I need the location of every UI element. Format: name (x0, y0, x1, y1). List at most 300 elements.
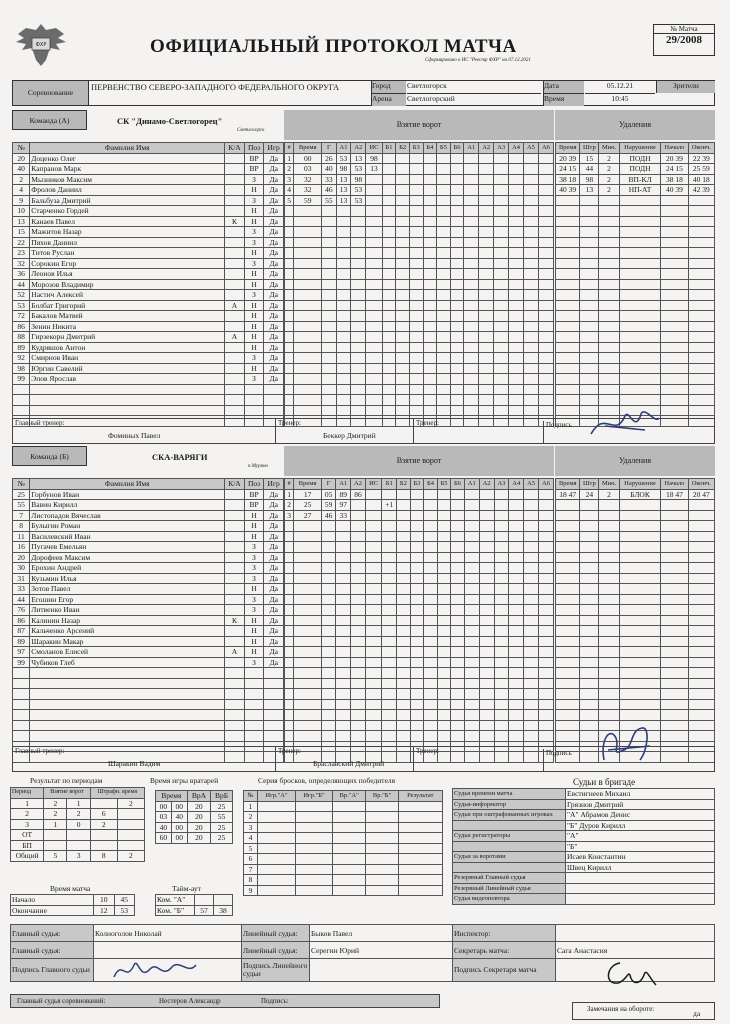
team-a-trainer: Беккер Дмитрий (323, 431, 376, 440)
table-row (556, 195, 715, 206)
penalty-cell (580, 363, 599, 374)
official-name: Евстигнеев Михаил (566, 789, 715, 800)
table-row (13, 353, 284, 364)
goal-cell (538, 153, 553, 164)
player-position: Н (244, 521, 264, 532)
penalty-cell (688, 615, 714, 626)
penalty-cell (661, 258, 688, 269)
goal-cell (524, 269, 539, 280)
goal-cell (450, 153, 464, 164)
shootout-cell (366, 864, 398, 875)
goal-cell (538, 290, 553, 301)
goal-cell (538, 311, 553, 322)
goal-cell (336, 552, 351, 563)
comp-sign-label: Подпись: (261, 997, 289, 1005)
table-row (156, 801, 233, 812)
goal-cell (365, 626, 381, 637)
goal-cell (397, 699, 411, 710)
goal-cell (365, 563, 381, 574)
line1-value: Быков Павел (310, 925, 453, 942)
chief-signature (110, 955, 200, 990)
player-number: 76 (13, 605, 30, 616)
goal-cell (322, 731, 336, 742)
competition-value: ПЕРВЕНСТВО СЕВЕРО-ЗАПАДНОГО ФЕДЕРАЛЬНОГО ОКРУГА (91, 82, 340, 92)
match-start-m: 45 (114, 895, 135, 906)
goal-cell (285, 531, 294, 542)
penalty-cell (619, 626, 660, 637)
goals-col-header: А3 (494, 479, 509, 490)
goal-cell (479, 248, 494, 259)
table-row (13, 542, 284, 553)
official-name: Исаев Константин (566, 852, 715, 863)
goal-cell (409, 311, 423, 322)
table-row (13, 395, 284, 406)
goal-cell (464, 678, 479, 689)
goal-cell (524, 657, 539, 668)
penalty-cell (619, 573, 660, 584)
goal-cell (424, 510, 438, 521)
goalie-col-header: ВрБ (211, 791, 233, 802)
goal-cell (437, 300, 451, 311)
goal-cell (464, 542, 479, 553)
goal-cell (294, 615, 322, 626)
goal-cell (451, 615, 465, 626)
timeout-b-sec: 38 (214, 905, 233, 916)
player-position: З (244, 542, 264, 553)
shootout-cell (296, 801, 333, 812)
goal-cell (451, 710, 465, 721)
goal-cell (451, 510, 465, 521)
player-role (225, 174, 245, 185)
goal-cell (509, 647, 524, 658)
goal-cell (538, 395, 553, 406)
goal-cell (294, 279, 322, 290)
goal-cell (451, 563, 465, 574)
goal-cell (437, 216, 451, 227)
table-row (285, 657, 554, 668)
goal-cell: 53 (351, 185, 366, 196)
player-position: Н (244, 300, 264, 311)
goal-cell (539, 521, 554, 532)
goal-cell (538, 363, 553, 374)
player-role (225, 384, 245, 395)
goal-cell (437, 248, 451, 259)
goal-cell (294, 374, 322, 385)
player-role (225, 185, 245, 196)
roster-col-header: Поз (244, 479, 264, 490)
goal-cell (539, 584, 554, 595)
penalty-cell (661, 689, 688, 700)
penalty-cell: БЛОК (619, 489, 660, 500)
penalty-cell (580, 353, 599, 364)
shootout-cell (257, 885, 295, 896)
player-plays: Да (264, 216, 284, 227)
goal-cell (396, 300, 410, 311)
goals-col-header: А5 (524, 143, 539, 154)
goal-cell (294, 594, 322, 605)
official-role: Резервный Линейный судья (453, 883, 566, 894)
goal-cell (464, 300, 479, 311)
goal-cell (494, 342, 509, 353)
goal-cell: 59 (294, 195, 322, 206)
player-role (225, 510, 245, 521)
goal-cell (424, 626, 438, 637)
shootout-number: 5 (244, 843, 258, 854)
table-row (13, 332, 284, 343)
goal-cell (464, 374, 479, 385)
penalty-cell (688, 321, 714, 332)
goal-cell (494, 510, 509, 521)
player-role (225, 269, 245, 280)
goal-cell (409, 342, 423, 353)
goal-cell (336, 678, 351, 689)
goal-cell (351, 615, 366, 626)
goal-cell: 40 (322, 164, 336, 175)
goal-cell (494, 731, 509, 742)
shootout-number: 6 (244, 854, 258, 865)
player-name (30, 384, 225, 395)
goal-cell (424, 573, 438, 584)
penalty-cell (688, 552, 714, 563)
goal-cell (285, 332, 294, 343)
official-role (453, 841, 566, 852)
penalty-cell (619, 552, 660, 563)
goal-cell (336, 206, 351, 217)
goal-cell (396, 206, 410, 217)
goal-cell (336, 237, 351, 248)
goal-cell (409, 164, 423, 175)
goal-cell (539, 678, 554, 689)
penalty-cell (556, 342, 580, 353)
goal-cell (509, 584, 524, 595)
penalty-cell: 2 (599, 489, 620, 500)
penalty-cell (688, 363, 714, 374)
line1-label: Линейный судья: (242, 925, 310, 942)
penalty-cell: НП-АТ (619, 185, 660, 196)
goal-cell (494, 605, 509, 616)
goal-cell (494, 573, 509, 584)
goal-cell (382, 395, 396, 406)
goal-cell (396, 321, 410, 332)
penalty-cell: 20 47 (688, 489, 714, 500)
goal-cell (382, 374, 396, 385)
table-row (13, 573, 284, 584)
goal-cell (450, 342, 464, 353)
goal-cell (479, 521, 494, 532)
player-number: 98 (13, 363, 30, 374)
goal-cell (524, 521, 539, 532)
periods-col-header: Период (11, 788, 44, 799)
player-role (225, 248, 245, 259)
goal-cell (382, 531, 397, 542)
goal-cell (538, 174, 553, 185)
shootout-col-header: Игр."А" (257, 791, 295, 802)
goal-cell (437, 384, 451, 395)
goal-cell (382, 269, 396, 280)
goal-cell (509, 689, 524, 700)
goal-cell (285, 689, 294, 700)
table-row (244, 885, 443, 896)
player-position (244, 731, 264, 742)
player-position: ВР (244, 164, 264, 175)
goal-cell (285, 573, 294, 584)
goal-cell: 4 (285, 185, 294, 196)
goal-cell (322, 395, 336, 406)
player-number: 92 (13, 353, 30, 364)
goal-cell (365, 699, 381, 710)
goal-cell (294, 311, 322, 322)
table-row (556, 342, 715, 353)
player-name: Мызников Максим (30, 174, 225, 185)
player-role (225, 164, 245, 175)
player-name: Дорофеев Максим (30, 552, 225, 563)
goal-cell: +1 (382, 500, 397, 511)
shootout-cell (332, 843, 366, 854)
goal-cell (450, 174, 464, 185)
official-name (566, 894, 715, 905)
period-cell (44, 830, 67, 841)
player-plays: Да (264, 237, 284, 248)
goal-cell (351, 552, 366, 563)
goal-cell (294, 227, 322, 238)
goal-cell (464, 353, 479, 364)
penalty-cell (619, 227, 660, 238)
goal-cell (509, 668, 524, 679)
goal-cell (494, 279, 509, 290)
goal-cell (382, 279, 396, 290)
table-row (13, 668, 284, 679)
penalty-cell (599, 353, 620, 364)
penalty-cell (599, 531, 620, 542)
goal-cell (397, 573, 411, 584)
penalty-cell: 38 18 (661, 174, 688, 185)
shootout-cell (257, 843, 295, 854)
goal-cell (437, 500, 451, 511)
table-row (285, 521, 554, 532)
team-a-penalties-table (555, 142, 715, 427)
shootout-cell (398, 885, 442, 896)
player-plays: Да (264, 300, 284, 311)
goal-cell (509, 279, 524, 290)
goal-cell (494, 227, 509, 238)
goal-cell (382, 405, 396, 416)
goal-cell (285, 363, 294, 374)
period-cell: 2 (117, 851, 144, 862)
player-name: Бакалов Матвей (30, 311, 225, 322)
penalty-cell (556, 510, 580, 521)
penalty-cell (580, 710, 599, 721)
goal-cell (351, 395, 366, 406)
goal-cell (539, 573, 554, 584)
player-position: ВР (244, 153, 264, 164)
goalie-time-table (155, 790, 233, 844)
player-plays (264, 731, 284, 742)
goal-cell (524, 689, 539, 700)
goal-cell (382, 552, 397, 563)
player-plays: Да (264, 531, 284, 542)
penalty-cell (556, 531, 580, 542)
penalty-cell (661, 332, 688, 343)
player-name: Настич Алексей (30, 290, 225, 301)
penalty-cell: 42 39 (688, 185, 714, 196)
goal-cell (351, 300, 366, 311)
goal-cell (464, 153, 479, 164)
goal-cell (423, 258, 437, 269)
player-plays: Да (264, 573, 284, 584)
goal-cell (524, 258, 539, 269)
goal-cell (351, 216, 366, 227)
penalty-cell (580, 342, 599, 353)
goal-cell (382, 153, 396, 164)
goal-cell (409, 216, 423, 227)
goal-cell (437, 342, 451, 353)
player-plays: Да (264, 374, 284, 385)
shootout-cell (296, 843, 333, 854)
goal-cell (365, 594, 381, 605)
goal-cell (424, 531, 438, 542)
player-number: 11 (13, 531, 30, 542)
goal-cell (351, 384, 366, 395)
penalty-cell (556, 258, 580, 269)
table-row (453, 894, 715, 905)
goal-cell (509, 563, 524, 574)
goal-cell (294, 332, 322, 343)
penalty-cell (580, 216, 599, 227)
goal-cell (464, 363, 479, 374)
goal-cell (322, 405, 336, 416)
player-plays: Да (264, 206, 284, 217)
goal-cell (366, 248, 382, 259)
penalty-cell: 13 (580, 185, 599, 196)
table-row (11, 798, 145, 809)
penalty-cell (556, 216, 580, 227)
goal-cell (479, 573, 494, 584)
pen-col-header: Время (556, 479, 580, 490)
penalty-cell (619, 353, 660, 364)
comp-chief-value: Нестеров Александр (159, 997, 221, 1005)
goal-cell (437, 521, 451, 532)
player-number: 72 (13, 311, 30, 322)
shootout-cell (398, 843, 442, 854)
goal-cell (479, 668, 494, 679)
penalty-cell (580, 269, 599, 280)
player-position: З (244, 237, 264, 248)
goal-cell (322, 300, 336, 311)
goal-cell (397, 489, 411, 500)
goal-cell (437, 195, 451, 206)
goals-col-header: А2 (351, 479, 366, 490)
penalty-cell (599, 626, 620, 637)
penalty-cell (599, 636, 620, 647)
penalty-cell (661, 321, 688, 332)
sign-line-value (310, 959, 453, 982)
goal-cell (294, 248, 322, 259)
goal-cell (479, 699, 494, 710)
goal-cell (336, 405, 351, 416)
shootout-cell (296, 885, 333, 896)
goal-cell (285, 237, 294, 248)
goal-cell (409, 300, 423, 311)
goal-cell (366, 332, 382, 343)
shootout-number: 1 (244, 801, 258, 812)
goal-cell (351, 657, 366, 668)
goal-cell (322, 279, 336, 290)
goals-col-header: # (285, 479, 294, 490)
goal-cell (524, 489, 539, 500)
period-cell (117, 840, 144, 851)
player-number: 89 (13, 636, 30, 647)
goal-cell: 53 (351, 164, 366, 175)
goal-cell (464, 489, 479, 500)
player-role: К (225, 615, 245, 626)
penalty-cell (556, 594, 580, 605)
penalty-cell (688, 311, 714, 322)
table-row (285, 153, 554, 164)
goal-cell (285, 720, 294, 731)
penalty-cell (556, 353, 580, 364)
periods-table (10, 787, 145, 862)
goal-cell (494, 699, 509, 710)
player-position: Н (244, 185, 264, 196)
roster-col-header: Игр (264, 143, 284, 154)
period-cell (117, 809, 144, 820)
player-position: З (244, 573, 264, 584)
goal-cell (351, 584, 366, 595)
player-plays: Да (264, 563, 284, 574)
penalty-cell (619, 615, 660, 626)
comp-chief-row (10, 994, 440, 1008)
goal-cell (451, 657, 465, 668)
player-position (244, 668, 264, 679)
player-plays: Да (264, 636, 284, 647)
goal-cell (409, 195, 423, 206)
goal-cell (294, 290, 322, 301)
periods-col-header: Взятие ворот (44, 788, 91, 799)
match-end-label: Окончание (11, 905, 94, 916)
goal-cell (366, 353, 382, 364)
goal-cell (336, 332, 351, 343)
penalty-cell (556, 542, 580, 553)
table-row (156, 812, 233, 823)
goal-cell (366, 174, 382, 185)
goal-cell (382, 216, 396, 227)
goal-cell (294, 699, 322, 710)
table-row (556, 710, 715, 721)
goal-cell (437, 531, 451, 542)
penalty-cell (556, 311, 580, 322)
table-row (285, 552, 554, 563)
official-role: Судьи регистраторы (453, 831, 566, 842)
penalty-cell (661, 731, 688, 742)
player-position: Н (244, 584, 264, 595)
team-a-coach: Фоминых Павел (108, 431, 161, 440)
player-role (225, 374, 245, 385)
player-plays: Да (264, 521, 284, 532)
shootout-table (243, 790, 443, 896)
goal-cell (366, 321, 382, 332)
goal-cell (509, 626, 524, 637)
player-plays (264, 720, 284, 731)
official-name: "А" Абрамов Денис (566, 810, 715, 821)
goal-cell (285, 552, 294, 563)
table-row (556, 363, 715, 374)
player-position: З (244, 290, 264, 301)
penalty-cell (556, 710, 580, 721)
player-plays (264, 384, 284, 395)
goal-cell (509, 216, 524, 227)
goal-cell (451, 678, 465, 689)
goal-cell (479, 395, 494, 406)
